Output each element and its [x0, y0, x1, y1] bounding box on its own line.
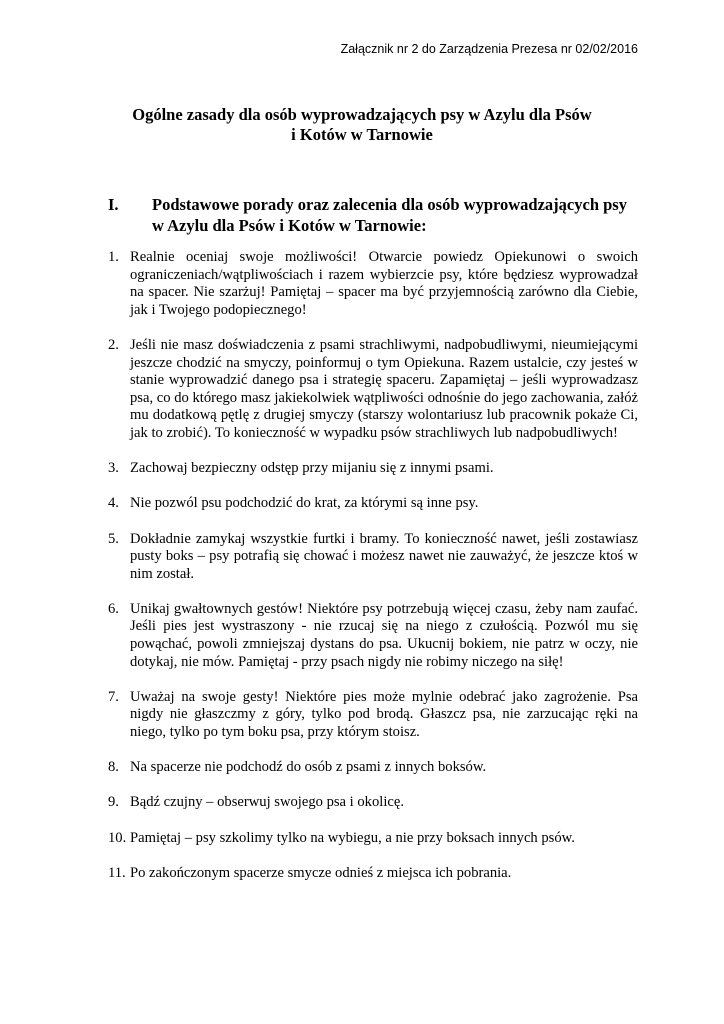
list-item: [108, 601, 638, 671]
section-title-line-2: w Azylu dla Psów i Kotów w Tarnowie:: [152, 216, 427, 235]
list-item-text: Uważaj na swoje gesty! Niektóre pies może mylnie odebrać jako zagrożenie. Psa nigdy nie głaszczmy z góry, tylko pod brodą. Głaszcz psa, nie zarzucając ręki na niego, tylko po tym boku psa, przy którym stoisz.: [130, 688, 638, 741]
section-number: I.: [108, 195, 119, 214]
list-item: [108, 689, 638, 742]
list-item-text: Jeśli nie masz doświadczenia z psami strachliwymi, nadpobudliwymi, nieumiejącymi jeszcze chodzić na smyczy, poinformuj o tym Opiekuna. Razem ustalcie, czy jesteś w stanie wyprowadzić danego psa i strategię spaceru. Zapamiętaj – jeśli wyprowadzasz psa, co do którego masz jakiekolwiek wątpliwości odnośnie do jego zachowania, załóż mu dodatkową pętlę z drugiej smyczy (starszy wolontariusz lub pracownik pokaże Ci, jak to zrobić). To konieczność w wypadku psów strachliwych lub nadpobudliwych!: [130, 336, 638, 441]
list-item-number: 6.: [108, 600, 119, 617]
list-item: [108, 759, 638, 777]
list-item-number: 7.: [108, 688, 119, 705]
list-item-text: Zachowaj bezpieczny odstęp przy mijaniu się z innymi psami.: [130, 460, 494, 477]
list-item: [108, 531, 638, 584]
list-item-number: 9.: [108, 794, 119, 811]
list-item-number: 4.: [108, 495, 119, 512]
list-item-text: Bądź czujny – obserwuj swojego psa i okolicę.: [130, 794, 404, 811]
list-item: [108, 337, 638, 443]
section-title: [152, 194, 638, 236]
list-item-text: Po zakończonym spacerze smycze odnieś z miejsca ich pobrania.: [130, 864, 512, 881]
list-item-number: 1.: [108, 249, 119, 265]
list-item-text: Nie pozwól psu podchodzić do krat, za którymi są inne psy.: [130, 495, 479, 512]
list-item-text: Unikaj gwałtownych gestów! Niektóre psy potrzebują więcej czasu, żeby nam zaufać. Jeśli pies jest wystraszony - nie rzucaj się na niego z czułością. Pozwól mu się powąchać, powoli zmniejszaj dystans do psa. Ukucnij bokiem, nie patrz w oczy, nie dotykaj, nie mów. Pamiętaj - przy psach nigdy nie robimy niczego na siłę!: [130, 600, 638, 670]
document-title: [100, 105, 624, 145]
list-item-text: Na spacerze nie podchodź do osób z psami z innych boksów.: [130, 759, 487, 776]
list-item-text: Pamiętaj – psy szkolimy tylko na wybiegu, a nie przy boksach innych psów.: [130, 829, 575, 846]
list-item: [108, 794, 638, 812]
list-item-number: 5.: [108, 530, 119, 547]
list-item-number: 11.: [108, 864, 126, 881]
section-heading: [108, 194, 638, 236]
list-item: [108, 830, 638, 848]
list-item: [108, 865, 638, 883]
list-item-number: 8.: [108, 759, 119, 776]
attachment-note: Załącznik nr 2 do Zarządzenia Prezesa nr 02/02/2016: [340, 42, 638, 56]
list-item-text: Realnie oceniaj swoje możliwości! Otwarcie powiedz Opiekunowi o swoich ograniczeniach/wątpliwościach i razem wybierzcie psy, które będziesz wyprowadzał na spacer. Nie szarżuj! Pamiętaj – spacer ma być przyjemnością zarówno dla Ciebie, jak i Twojego podopiecznego!: [130, 249, 638, 318]
rules-list: [108, 249, 638, 900]
list-item-number: 2.: [108, 336, 119, 353]
list-item: [108, 460, 638, 478]
section-title-line-1: Podstawowe porady oraz zalecenia dla osób wyprowadzających psy: [152, 195, 627, 214]
list-item-number: 10.: [108, 829, 127, 846]
list-item: [108, 495, 638, 513]
title-line-2: i Kotów w Tarnowie: [291, 125, 433, 144]
list-item: [108, 249, 638, 319]
list-item-number: 3.: [108, 460, 119, 477]
list-item-text: Dokładnie zamykaj wszystkie furtki i bramy. To konieczność nawet, jeśli zostawiasz pusty boks – psy potrafią się chować i możesz nawet nie zauważyć, że jeszcze ktoś w nim został.: [130, 530, 638, 582]
title-line-1: Ogólne zasady dla osób wyprowadzających psy w Azylu dla Psów: [132, 105, 592, 124]
